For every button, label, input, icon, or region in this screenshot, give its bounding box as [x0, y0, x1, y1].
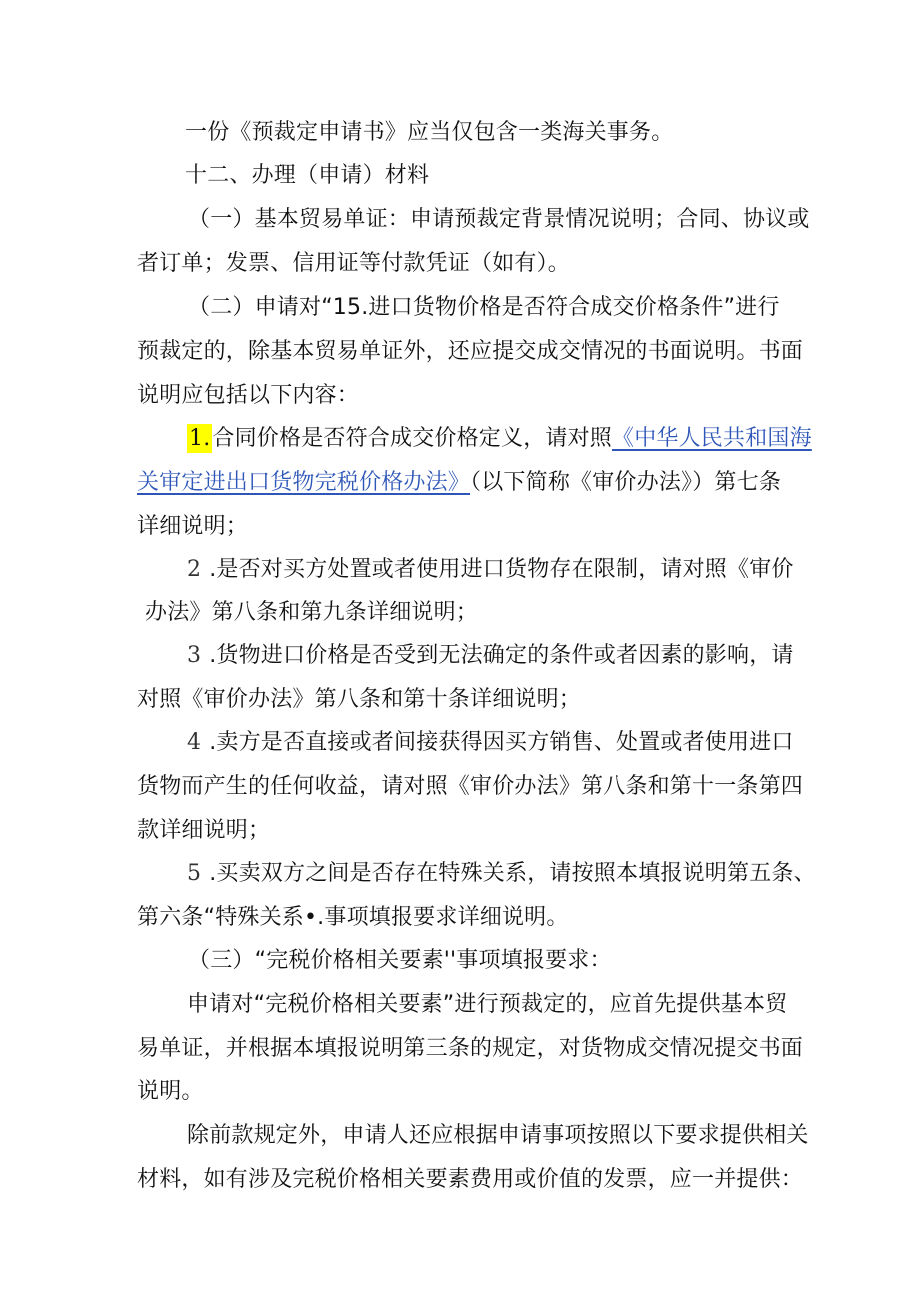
list-item-5-line2: 第六条“特殊关系•.事项填报要求详细说明。 — [137, 905, 569, 930]
list-item-4-line3: 款详细说明； — [137, 818, 271, 843]
section-3-paragraph-2-line2: 材料，如有涉及完税价格相关要素费用或价值的发票，应一并提供： — [137, 1167, 804, 1192]
item-2-text: .是否对买方处置或者使用进口货物存在限制，请对照《审价 — [209, 557, 794, 582]
section-heading-materials: 十二、办理（申请）材料 — [185, 163, 430, 188]
section-3-paragraph-1-line2: 易单证，并根据本填报说明第三条的规定，对货物成交情况提交书面 — [137, 1036, 804, 1061]
item-2-number: 2 — [187, 557, 202, 582]
list-item-1-line2 — [137, 468, 781, 498]
section-3-paragraph-1-line3: 说明。 — [137, 1079, 204, 1104]
list-item-1-line3: 详细说明； — [137, 514, 249, 539]
paragraph-price-conditions-line2: 预裁定的，除基本贸易单证外，还应提交成交情况的书面说明。书面 — [137, 339, 804, 364]
item-3-number: 3 — [187, 643, 202, 668]
list-item-3-line2: 对照《审价办法》第八条和第十条详细说明； — [137, 687, 582, 712]
section-3-paragraph-2-line1: 除前款规定外，申请人还应根据申请事项按照以下要求提供相关 — [187, 1123, 809, 1148]
item-1-text-cont: （以下简称《审价办法》）第七条 — [470, 470, 782, 495]
section-3-heading: （三）“完税价格相关要素''事项填报要求： — [188, 948, 612, 973]
paragraph-basic-documents-line1: （一）基本贸易单证：申请预裁定背景情况说明；合同、协议或 — [188, 207, 810, 232]
list-item-4-line2: 货物而产生的任何收益，请对照《审价办法》第八条和第十一条第四 — [137, 774, 804, 799]
item-4-text: .卖方是否直接或者间接获得因买方销售、处置或者使用进口 — [209, 730, 794, 755]
paragraph-basic-documents-line2: 者订单；发票、信用证等付款凭证（如有）。 — [137, 251, 571, 276]
item-number-highlight: 1. — [189, 426, 211, 451]
item-5-number: 5 — [187, 861, 202, 886]
item-5-text: .买卖双方之间是否存在特殊关系，请按照本填报说明第五条、 — [209, 861, 816, 886]
item-4-number: 4 — [187, 730, 202, 755]
paragraph-price-conditions-line1: （二）申请对“15.进口货物价格是否符合成交价格条件”进行 — [188, 295, 780, 320]
list-item-1-line1 — [187, 424, 812, 454]
item-3-text: .货物进口价格是否受到无法确定的条件或者因素的影响，请 — [209, 643, 794, 668]
list-item-4-line1 — [187, 728, 794, 758]
paragraph-price-conditions-line3: 说明应包括以下内容： — [137, 383, 360, 408]
list-item-3-line1 — [187, 641, 794, 671]
item-1-text: 合同价格是否符合成交价格定义，请对照 — [212, 426, 612, 451]
section-3-paragraph-1-line1: 申请对“完税价格相关要素”进行预裁定的，应首先提供基本贸 — [187, 992, 788, 1017]
list-item-5-line1 — [187, 859, 816, 889]
list-item-2-line2: 办法》第八条和第九条详细说明； — [145, 600, 479, 625]
paragraph-application-scope: 一份《预裁定申请书》应当仅包含一类海关事务。 — [185, 120, 674, 145]
list-item-2-line1 — [187, 555, 794, 585]
regulation-link-part1[interactable]: 《中华人民共和国海 — [612, 426, 812, 451]
regulation-link-part2[interactable]: 关审定进出口货物完税价格办法》 — [137, 470, 471, 495]
